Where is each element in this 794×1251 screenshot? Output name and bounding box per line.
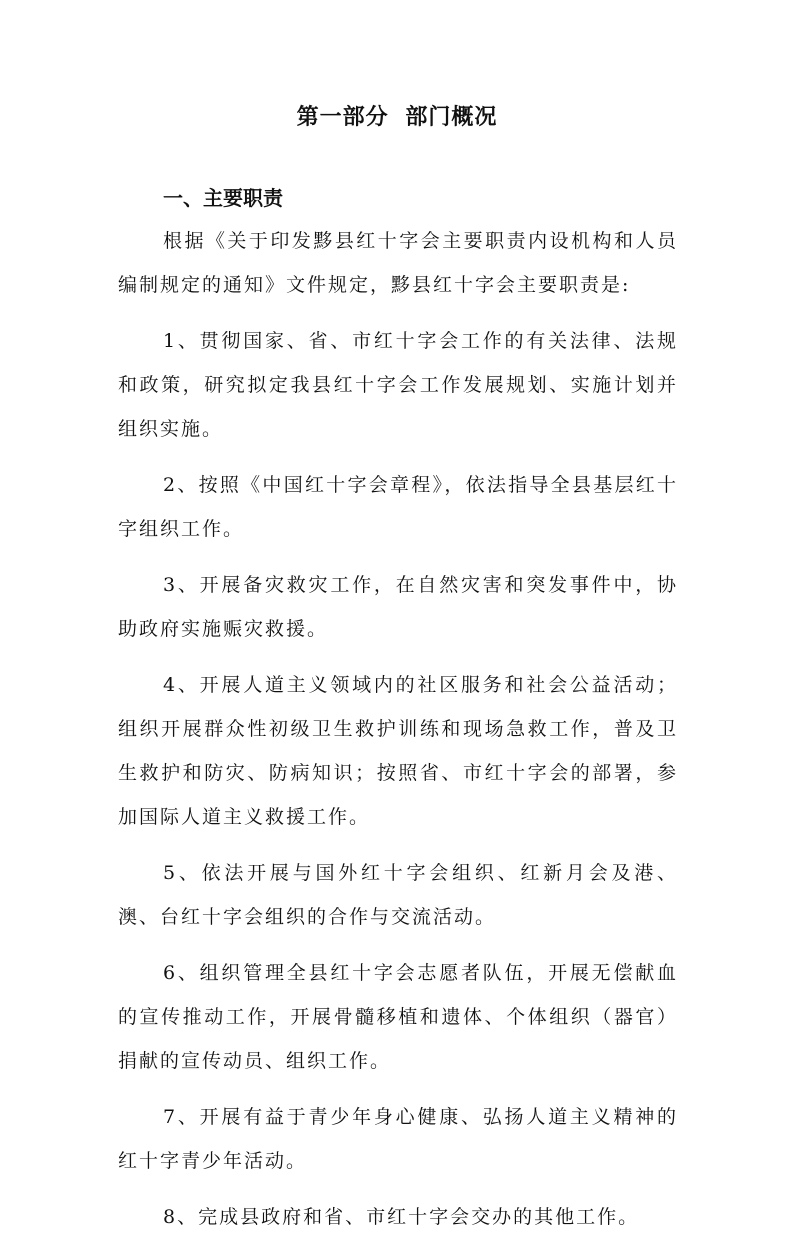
duty-item-3: 3、开展备灾救灾工作，在自然灾害和突发事件中，协助政府实施赈灾救援。: [118, 574, 678, 640]
document-body: [118, 180, 678, 1251]
duty-item-1: 1、贯彻国家、省、市红十字会工作的有关法律、法规和政策，研究拟定我县红十字会工作发展规划、实施计划并组织实施。: [118, 330, 678, 440]
duty-item-4: 4、开展人道主义领域内的社区服务和社会公益活动；组织开展群众性初级卫生救护训练和现场急救工作，普及卫生救护和防灾、防病知识；按照省、市红十字会的部署，参加国际人道主义救援工作。: [118, 674, 678, 828]
intro-paragraph: 根据《关于印发黟县红十字会主要职责内设机构和人员编制规定的通知》文件规定，黟县红十字会主要职责是:: [118, 230, 678, 296]
duty-item-5: 5、依法开展与国外红十字会组织、红新月会及港、澳、台红十字会组织的合作与交流活动。: [118, 862, 678, 928]
duty-item-2: 2、按照《中国红十字会章程》，依法指导全县基层红十字组织工作。: [118, 474, 678, 540]
section-heading: 一、主要职责: [163, 186, 283, 210]
duty-item-7: 7、开展有益于青少年身心健康、弘扬人道主义精神的红十字青少年活动。: [118, 1106, 678, 1172]
page-title: 第一部分 部门概况: [296, 105, 498, 130]
duty-item-8: 8、完成县政府和省、市红十字会交办的其他工作。: [163, 1206, 640, 1228]
duty-item-6: 6、组织管理全县红十字会志愿者队伍，开展无偿献血的宣传推动工作，开展骨髓移植和遗体、个体组织（器官）捐献的宣传动员、组织工作。: [118, 962, 678, 1072]
